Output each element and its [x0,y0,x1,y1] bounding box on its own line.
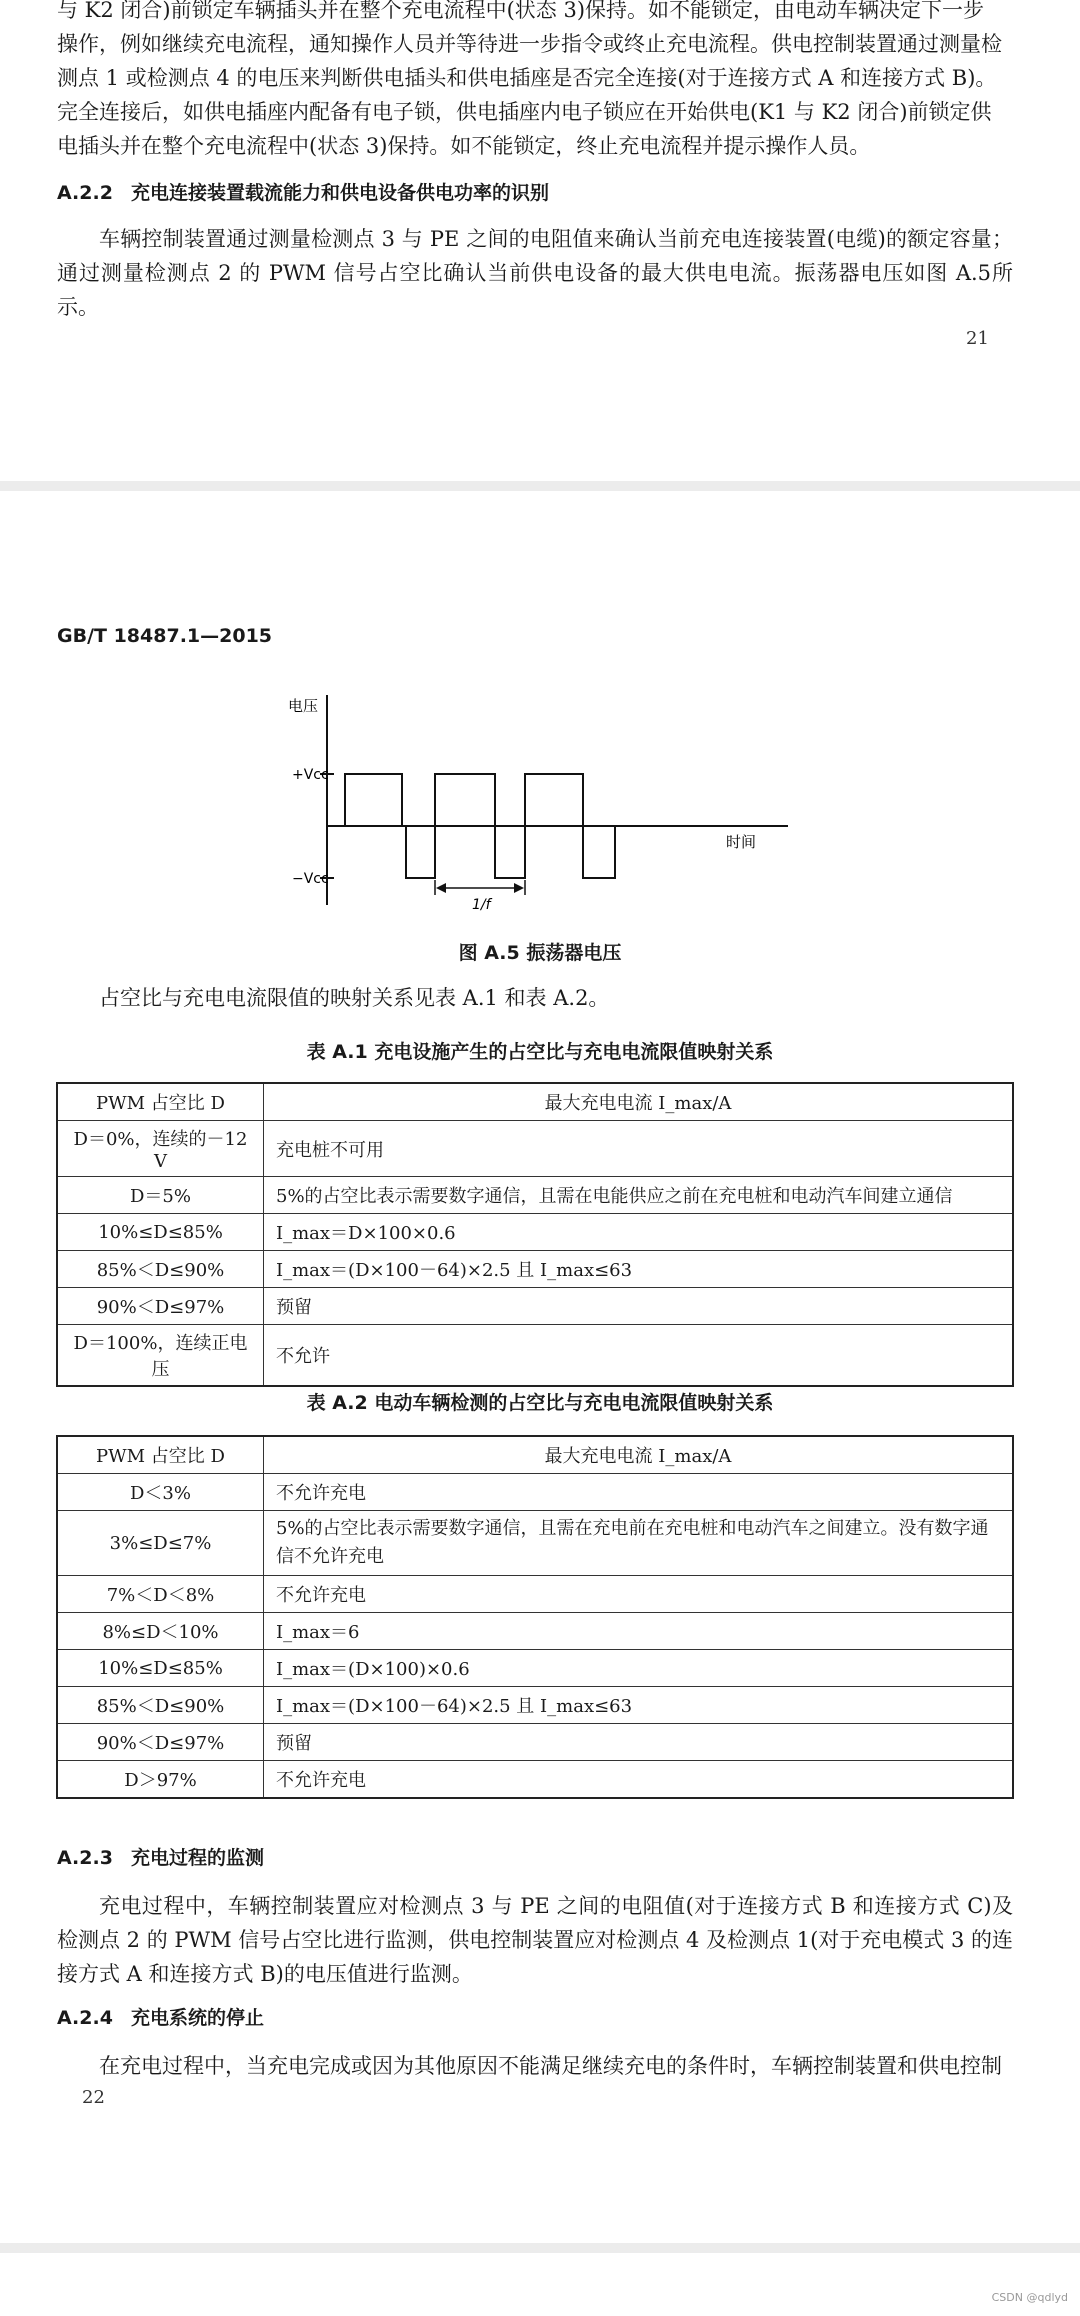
header-cell: PWM 占空比 D [57,1436,264,1474]
vcc-neg-label: −Vcc [292,871,329,887]
table-cell: 7%＜D＜8% [57,1576,264,1613]
page-separator [0,2243,1080,2253]
table-header-row [57,1083,1013,1121]
section-title: 充电过程的监测 [131,1847,265,1869]
header-cell: 最大充电电流 I_max/A [264,1083,1014,1121]
section-heading-a24 [57,2003,264,2030]
table-row [57,1474,1013,1511]
table-cell: 8%≤D＜10% [57,1613,264,1650]
table-cell: I_max＝(D×100)×0.6 [264,1650,1014,1687]
watermark: CSDN @qdlyd [991,2291,1068,2304]
page-number: 21 [966,328,989,349]
page-number: 22 [82,2087,105,2108]
text-line: 量；通过测量检测点 2 的 PWM 信号占空比确认当前供电设备的最大供电电流。振荡器电压如图 A.5 [57,227,1014,285]
text-line: 在充电过程中，当充电完成或因为其他原因不能满足继续充电的条件时，车辆控制装置和供电控制 [99,2054,1002,2078]
section-number: A.2.3 [57,1847,113,1869]
table-cell: 90%＜D≤97% [57,1288,264,1325]
table-cell: D＜3% [57,1474,264,1511]
table-cell: 预留 [264,1288,1014,1325]
table-cell: D＝100%，连续正电压 [57,1325,264,1387]
table-row [57,1214,1013,1251]
table-a1 [56,1082,1014,1387]
table-row [57,1761,1013,1799]
section-heading-a22 [57,178,549,205]
table-cell: 充电桩不可用 [264,1121,1014,1177]
arrow-head-right [514,883,524,893]
page-21 [0,0,1080,480]
standard-id: GB/T 18487.1—2015 [57,625,273,647]
table-row [57,1576,1013,1613]
table-cell: I_max＝D×100×0.6 [264,1214,1014,1251]
table-row [57,1511,1013,1576]
section-number: A.2.2 [57,182,113,204]
table-cell: 5%的占空比表示需要数字通信，且需在电能供应之前在充电桩和电动汽车间建立通信 [264,1177,1014,1214]
text-line: 操作，例如继续充电流程，通知操作人员并等待进一步指令或终止充电流程。供电控制装置通过测量检 [57,32,1002,56]
table-cell: 10%≤D≤85% [57,1650,264,1687]
table-cell: 85%＜D≤90% [57,1251,264,1288]
table-header-row [57,1436,1013,1474]
text-line: 所示。 [57,261,1014,319]
table-row [57,1121,1013,1177]
table-cell: D＝5% [57,1177,264,1214]
section-title: 充电连接装置载流能力和供电设备供电功率的识别 [131,182,550,204]
paragraph-a23 [57,1889,1013,1991]
figure-caption: 图 A.5 振荡器电压 [458,942,622,964]
table-a2-caption: 表 A.2 电动车辆检测的占空比与充电电流限值映射关系 [306,1392,774,1414]
table-cell: 5%的占空比表示需要数字通信，且需在充电前在充电桩和电动汽车之间建立。没有数字通信不允许充电 [264,1511,1014,1576]
table-row [57,1325,1013,1387]
table-cell: 不允许充电 [264,1474,1014,1511]
table-cell: 3%≤D≤7% [57,1511,264,1576]
table-cell: 不允许充电 [264,1761,1014,1799]
table-cell: 85%＜D≤90% [57,1687,264,1724]
table-cell: I_max＝(D×100－64)×2.5 且 I_max≤63 [264,1251,1014,1288]
arrow-head-left [436,883,446,893]
text-line: 充电过程中，车辆控制装置应对检测点 3 与 PE 之间的电阻值(对于连接方式 B 和连接方式 C)及 [99,1894,1013,1918]
table-cell: 90%＜D≤97% [57,1724,264,1761]
table-a1-caption: 表 A.1 充电设施产生的占空比与充电电流限值映射关系 [306,1041,774,1063]
text-line: 车辆控制装置通过测量检测点 3 与 PE 之间的电阻值来确认当前充电连接装置(电缆)的额定容 [99,227,971,251]
text-line: 电插头并在整个充电流程中(状态 3)保持。如不能锁定，终止充电流程并提示操作人员。 [57,134,871,158]
table-cell: I_max＝6 [264,1613,1014,1650]
table-row [57,1288,1013,1325]
table-cell: 10%≤D≤85% [57,1214,264,1251]
table-cell: 预留 [264,1724,1014,1761]
table-cell: 不允许 [264,1325,1014,1387]
table-row [57,1687,1013,1724]
intro-paragraph: 占空比与充电电流限值的映射关系见表 A.1 和表 A.2。 [99,986,610,1010]
table-cell: D＞97% [57,1761,264,1799]
y-axis-label: 电压 [288,697,319,715]
page-separator [0,481,1080,491]
continued-paragraph [57,0,1013,163]
table-row [57,1724,1013,1761]
section-title: 充电系统的停止 [131,2007,265,2029]
text-line: 测点 1 或检测点 4 的电压来判断供电插头和供电插座是否完全连接(对于连接方式 A 和连接方式 B)。 [57,66,997,90]
text-line: 检测点 2 的 PWM 信号占空比进行监测，供电控制装置应对检测点 4 及检测点 1(对于充电模式 3 的连 [57,1928,1013,1952]
table-cell: I_max＝(D×100－64)×2.5 且 I_max≤63 [264,1687,1014,1724]
x-axis-label: 时间 [726,833,757,851]
table-row [57,1650,1013,1687]
table-row [57,1613,1013,1650]
section-heading-a23 [57,1843,264,1870]
text-line: 接方式 A 和连接方式 B)的电压值进行监测。 [57,1962,473,1986]
paragraph-a22 [57,222,1013,324]
header-cell: PWM 占空比 D [57,1083,264,1121]
text-line: 与 K2 闭合)前锁定车辆插头并在整个充电流程中(状态 3)保持。如不能锁定，由电动车辆决定下一步 [57,0,985,22]
section-number: A.2.4 [57,2007,113,2029]
table-a2 [56,1435,1014,1799]
table-cell: D＝0%，连续的－12 V [57,1121,264,1177]
period-label: 1/f [472,897,491,913]
oscillator-voltage-figure [0,675,1080,925]
text-line: 完全连接后，如供电插座内配备有电子锁，供电插座内电子锁应在开始供电(K1 与 K2 闭合)前锁定供 [57,100,992,124]
vcc-pos-label: +Vcc [292,767,329,783]
paragraph-a24 [57,2049,1013,2083]
table-row [57,1251,1013,1288]
table-cell: 不允许充电 [264,1576,1014,1613]
header-cell: 最大充电电流 I_max/A [264,1436,1014,1474]
table-row [57,1177,1013,1214]
